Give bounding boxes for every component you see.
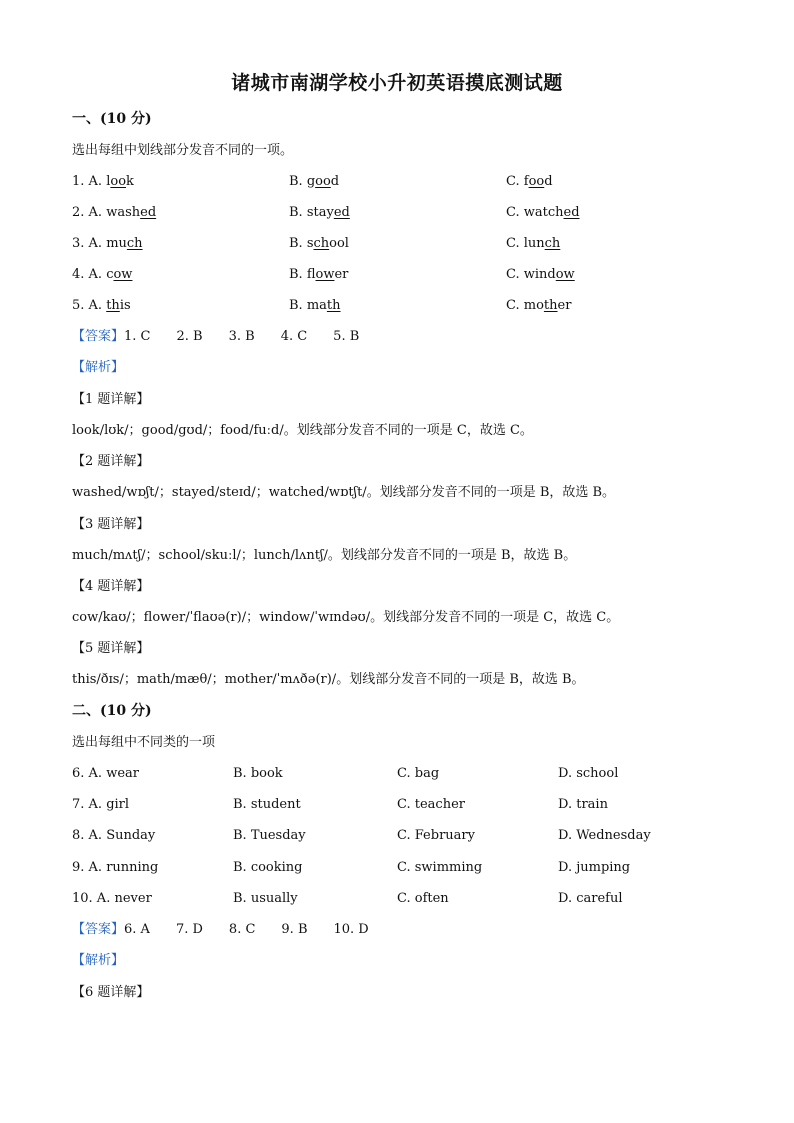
answer-item: 8. C	[228, 922, 256, 937]
underlined-letters: ch	[544, 236, 561, 251]
underlined-letters: oo	[110, 174, 127, 189]
question-8-option-a: 8. A. Sunday	[72, 828, 156, 843]
question-number: 2. A.	[72, 205, 103, 220]
question-4-option-a	[72, 266, 132, 284]
detail-3-text: much/mʌtʃ/；school/skuːl/；lunch/lʌntʃ/。划线部分发音不同的一项是 B，故选 B。	[72, 548, 577, 563]
option-text: is	[119, 298, 131, 313]
answer-item: 5. B	[333, 329, 360, 344]
question-6-option-b: B. book	[233, 766, 283, 781]
option-text: B. fl	[289, 267, 316, 282]
option-text: wash	[106, 205, 141, 220]
underlined-letters: ow	[555, 267, 575, 282]
question-1-option-b	[289, 173, 339, 191]
question-number: 4. A.	[72, 267, 103, 282]
option-text: er	[334, 267, 349, 282]
detail-3-tag: 【3 题详解】	[72, 517, 150, 532]
question-number: 1. A.	[72, 174, 103, 189]
option-text: C. wind	[506, 267, 556, 282]
question-1-option-a	[72, 173, 134, 191]
question-7-option-a: 7. A. girl	[72, 797, 130, 812]
question-2-option-a	[72, 204, 156, 222]
detail-5-text: this/ðɪs/；math/mæθ/；mother/ˈmʌðə(r)/。划线部分发音不同的一项是 B，故选 B。	[72, 672, 585, 687]
detail-2-text: washed/wɒʃt/；stayed/steɪd/；watched/wɒtʃt/。划线部分发音不同的一项是 B，故选 B。	[72, 485, 616, 500]
question-6-option-a: 6. A. wear	[72, 766, 139, 781]
answer-item: 3. B	[228, 329, 255, 344]
detail-4-tag: 【4 题详解】	[72, 579, 150, 594]
question-2-option-b	[289, 204, 350, 222]
option-text: C. watch	[506, 205, 564, 220]
option-text: c	[106, 267, 114, 282]
option-text: B. g	[289, 174, 316, 189]
detail-2-tag: 【2 题详解】	[72, 454, 150, 469]
question-7-option-b: B. student	[233, 797, 301, 812]
page-title: 诸城市南湖学校小升初英语摸底测试题	[231, 72, 563, 94]
question-3-option-c	[506, 235, 560, 253]
underlined-letters: ed	[140, 205, 157, 220]
question-number: 3. A.	[72, 236, 103, 251]
detail-5-tag: 【5 题详解】	[72, 641, 150, 656]
question-4-option-b	[289, 266, 348, 284]
option-text: C. f	[506, 174, 529, 189]
question-10-option-b: B. usually	[233, 891, 298, 906]
question-8-option-b: B. Tuesday	[233, 828, 306, 843]
question-2-option-c	[506, 204, 580, 222]
underlined-letters: th	[326, 298, 341, 313]
detail-4-text: cow/kaʊ/；flower/ˈflaʊə(r)/；window/ˈwɪndəʊ/。划线部分发音不同的一项是 C，故选 C。	[72, 610, 620, 625]
detail-6-tag: 【6 题详解】	[72, 985, 150, 1000]
underlined-letters: ow	[315, 267, 335, 282]
question-number: 5. A.	[72, 298, 103, 313]
answer-tag: 【答案】	[72, 922, 125, 937]
underlined-letters: ch	[126, 236, 143, 251]
detail-1-tag: 【1 题详解】	[72, 392, 150, 407]
answer-item: 6. A	[124, 922, 150, 937]
option-text: mu	[106, 236, 127, 251]
answer-tag: 【答案】	[72, 329, 125, 344]
question-8-option-d: D. Wednesday	[558, 828, 651, 843]
option-text: er	[557, 298, 572, 313]
detail-1-text: look/lʊk/；good/gʊd/；food/fuːd/。划线部分发音不同的一项是 C，故选 C。	[72, 423, 533, 438]
section1-instruction: 选出每组中划线部分发音不同的一项。	[72, 143, 294, 158]
option-text: d	[544, 174, 553, 189]
underlined-letters: ow	[113, 267, 133, 282]
question-4-option-c	[506, 266, 575, 284]
question-9-option-d: D. jumping	[558, 860, 631, 875]
question-6-option-c: C. bag	[397, 766, 440, 781]
option-text: ool	[329, 236, 349, 251]
question-7-option-d: D. train	[558, 797, 608, 812]
question-5-option-c	[506, 297, 571, 315]
question-3-option-b	[289, 235, 349, 253]
question-7-option-c: C. teacher	[397, 797, 465, 812]
section2-instruction: 选出每组中不同类的一项	[72, 735, 216, 750]
section2-answers	[72, 921, 395, 939]
question-9-option-c: C. swimming	[397, 860, 483, 875]
answer-item: 10. D	[333, 922, 369, 937]
underlined-letters: th	[543, 298, 558, 313]
section2-heading: 二、(10 分)	[72, 703, 152, 719]
question-8-option-c: C. February	[397, 828, 475, 843]
question-5-option-a	[72, 297, 131, 315]
section1-answers	[72, 328, 385, 346]
option-text: C. mo	[506, 298, 544, 313]
underlined-letters: oo	[315, 174, 331, 189]
answer-item: 2. B	[176, 329, 203, 344]
section2-analysis-tag: 【解析】	[72, 953, 125, 968]
section1-analysis-tag: 【解析】	[72, 360, 125, 375]
question-3-option-a	[72, 235, 143, 253]
option-text: d	[330, 174, 340, 189]
question-10-option-d: D. careful	[558, 891, 623, 906]
answer-item: 1. C	[124, 329, 151, 344]
question-1-option-c	[506, 173, 553, 191]
option-text: l	[106, 174, 111, 189]
question-5-option-b	[289, 297, 341, 315]
option-text: C. lun	[506, 236, 545, 251]
underlined-letters: th	[106, 298, 120, 313]
underlined-letters: ed	[563, 205, 580, 220]
option-text: B. s	[289, 236, 314, 251]
question-9-option-a: 9. A. running	[72, 860, 159, 875]
question-9-option-b: B. cooking	[233, 860, 303, 875]
option-text: B. stay	[289, 205, 334, 220]
question-10-option-c: C. often	[397, 891, 449, 906]
answer-item: 9. B	[281, 922, 308, 937]
option-text: B. ma	[289, 298, 327, 313]
underlined-letters: oo	[528, 174, 545, 189]
option-text: k	[126, 174, 134, 189]
underlined-letters: ch	[313, 236, 330, 251]
answer-item: 4. C	[280, 329, 308, 344]
section1-heading: 一、(10 分)	[72, 111, 152, 127]
question-10-option-a: 10. A. never	[72, 891, 152, 906]
underlined-letters: ed	[333, 205, 350, 220]
answer-item: 7. D	[175, 922, 203, 937]
question-6-option-d: D. school	[558, 766, 619, 781]
